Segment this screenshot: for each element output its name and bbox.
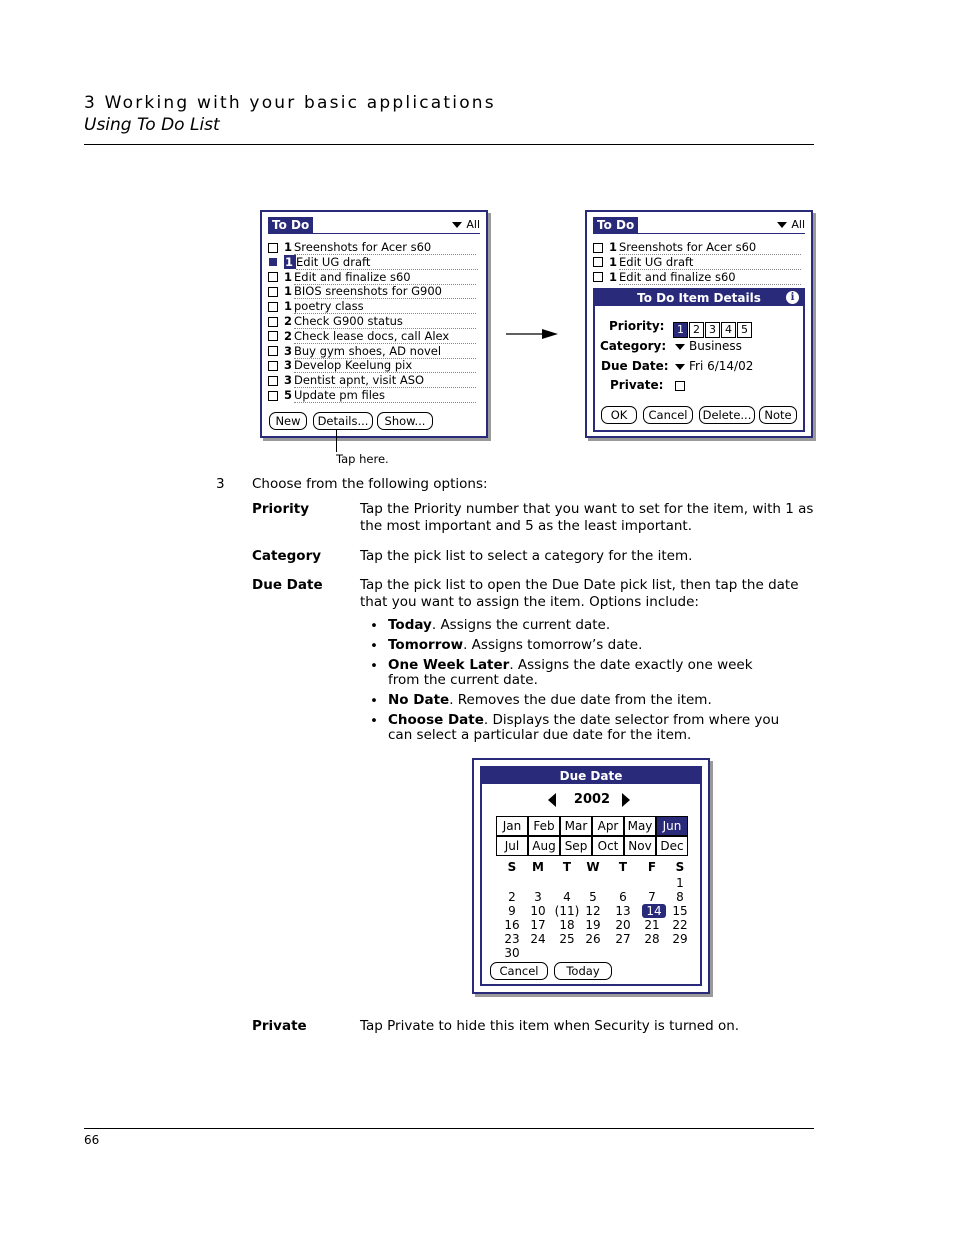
day-name: S	[507, 860, 517, 874]
day-name: T	[618, 860, 628, 874]
info-icon[interactable]: i	[786, 291, 799, 304]
calendar-day[interactable]: 15	[672, 904, 688, 918]
calendar-day[interactable]: 25	[559, 932, 575, 946]
month-sep[interactable]: Sep	[560, 836, 592, 856]
calendar-day[interactable]: 4	[563, 890, 571, 904]
cancel-button[interactable]: Cancel	[490, 962, 548, 980]
calendar-day[interactable]: 22	[672, 918, 688, 932]
callout-line	[336, 430, 337, 452]
calendar-day[interactable]: 17	[530, 918, 546, 932]
calendar-day[interactable]: 23	[504, 932, 520, 946]
calendar-day[interactable]: 2	[508, 890, 516, 904]
today-button[interactable]: Today	[554, 962, 612, 980]
arrow-right-icon	[506, 327, 558, 341]
calendar-day[interactable]: 8	[676, 890, 684, 904]
calendar-day[interactable]: 18	[559, 918, 575, 932]
todo-checkbox[interactable]	[593, 272, 603, 282]
option-term-priority: Priority	[252, 501, 309, 517]
day-name: W	[586, 860, 600, 874]
todo-description: Sreenshots for Acer s60	[294, 240, 476, 255]
list-item[interactable]	[268, 240, 476, 255]
bullet-one-week-later: One Week Later. Assigns the date exactly one week from the current date.	[388, 657, 753, 688]
chevron-down-icon	[452, 222, 462, 228]
calendar-day[interactable]: 16	[504, 918, 520, 932]
list-item[interactable]	[268, 344, 476, 359]
priority-number: 1	[609, 269, 618, 284]
todo-description: poetry class	[294, 299, 476, 314]
day-name: F	[647, 860, 657, 874]
todo-description: BIOS sreenshots for G900	[294, 284, 476, 299]
priority-number: 1	[609, 240, 618, 254]
option-term-due-date: Due Date	[252, 577, 323, 593]
calendar-day[interactable]: 19	[585, 918, 601, 932]
todo-checkbox[interactable]	[593, 257, 603, 267]
todo-checkbox[interactable]	[268, 331, 278, 341]
calendar-day[interactable]: 28	[644, 932, 660, 946]
list-item[interactable]	[268, 255, 478, 270]
page-number: 66	[84, 1133, 100, 1147]
calendar-day[interactable]: 21	[644, 918, 660, 932]
month-jan[interactable]: Jan	[496, 816, 528, 836]
priority-number: 2	[284, 314, 293, 328]
due-date-picker[interactable]: Fri 6/14/02	[675, 359, 753, 373]
todo-checkbox[interactable]	[268, 257, 278, 267]
todo-checkbox[interactable]	[268, 391, 278, 401]
priority-number: 3	[284, 343, 293, 358]
calendar-day[interactable]: 6	[619, 890, 627, 904]
todo-description: Edit UG draft	[619, 255, 801, 270]
item-details-dialog	[593, 288, 805, 432]
day-name: M	[532, 860, 544, 874]
delete-button[interactable]: Delete...	[699, 406, 755, 424]
calendar-day[interactable]: 27	[615, 932, 631, 946]
priority-option-1[interactable]: 1	[673, 322, 688, 338]
private-checkbox[interactable]	[675, 381, 685, 391]
calendar-day[interactable]: 5	[589, 890, 597, 904]
private-label: Private:	[610, 378, 664, 392]
todo-description: Check lease docs, call Alex	[294, 329, 476, 344]
header-rule	[84, 144, 814, 145]
calendar-day[interactable]: 13	[615, 904, 631, 918]
month-nov[interactable]: Nov	[624, 836, 656, 856]
priority-number: 1	[609, 254, 618, 269]
details-button[interactable]: Details...	[313, 412, 373, 430]
due-date-screen	[472, 758, 710, 994]
list-item[interactable]	[268, 373, 476, 388]
chevron-down-icon	[675, 344, 685, 350]
chevron-down-icon	[777, 222, 787, 228]
calendar-day[interactable]: 10	[530, 904, 546, 918]
todo-checkbox[interactable]	[593, 243, 603, 253]
footer-rule	[84, 1128, 814, 1129]
screen-title: To Do	[268, 217, 313, 233]
todo-checkbox[interactable]	[268, 376, 278, 386]
todo-description: Check G900 status	[294, 314, 476, 329]
todo-checkbox[interactable]	[268, 302, 278, 312]
todo-checkbox[interactable]	[268, 346, 278, 356]
calendar-day[interactable]: 1	[676, 876, 684, 890]
priority-number: 1	[284, 269, 293, 284]
priority-number: 1	[284, 284, 293, 299]
day-name: T	[562, 860, 572, 874]
title-underline	[593, 233, 805, 234]
calendar-day[interactable]: 30	[504, 946, 520, 960]
category-picker[interactable]: All	[777, 218, 805, 231]
list-item[interactable]	[593, 240, 801, 255]
option-desc-due-date: Tap the pick list to open the Due Date pick list, then tap the date that you want to assign the item. Options include:	[360, 577, 799, 610]
new-button[interactable]: New	[269, 412, 307, 430]
todo-checkbox[interactable]	[268, 361, 278, 371]
priority-number: 1	[284, 240, 293, 254]
list-item[interactable]	[268, 358, 476, 373]
calendar-day[interactable]: 24	[530, 932, 546, 946]
due-date-dialog	[480, 766, 702, 986]
todo-description: Update pm files	[294, 388, 476, 403]
list-item[interactable]	[268, 299, 476, 314]
todo-checkbox[interactable]	[268, 243, 278, 253]
todo-description: Edit and finalize s60	[619, 270, 801, 285]
priority-option-3[interactable]: 3	[705, 322, 720, 338]
chapter-heading: 3 Working with your basic applications	[84, 93, 496, 113]
bullet-no-date: No Date. Removes the due date from the item.	[388, 692, 712, 708]
calendar-day[interactable]: 3	[534, 890, 542, 904]
option-term-private: Private	[252, 1018, 307, 1034]
todo-checkbox[interactable]	[268, 287, 278, 297]
priority-number: 3	[284, 358, 293, 373]
due-date-label: Due Date:	[601, 359, 669, 373]
calendar-day[interactable]: 12	[585, 904, 601, 918]
todo-checkbox[interactable]	[268, 272, 278, 282]
bullet-marker: •	[370, 693, 378, 709]
dialog-title: To Do Item Details	[595, 290, 803, 306]
priority-number: 5	[284, 388, 293, 402]
todo-description: Edit and finalize s60	[294, 270, 476, 285]
month-oct[interactable]: Oct	[592, 836, 624, 856]
next-year-icon[interactable]	[622, 793, 630, 807]
month-jun[interactable]: Jun	[656, 816, 688, 836]
todo-description: Sreenshots for Acer s60	[619, 240, 801, 255]
month-mar[interactable]: Mar	[560, 816, 592, 836]
bullet-marker: •	[370, 638, 378, 654]
priority-number: 3	[284, 373, 293, 388]
list-item[interactable]	[268, 329, 476, 344]
todo-description: Buy gym shoes, AD novel	[294, 344, 476, 359]
month-aug[interactable]: Aug	[528, 836, 560, 856]
note-button[interactable]: Note	[759, 406, 797, 424]
screen-title: To Do	[593, 217, 638, 233]
list-item[interactable]	[268, 314, 476, 329]
list-item[interactable]	[268, 388, 476, 403]
todo-checkbox[interactable]	[268, 317, 278, 327]
category-picker[interactable]: All	[452, 218, 480, 231]
previous-year-icon[interactable]	[548, 793, 556, 807]
calendar-day[interactable]: 26	[585, 932, 601, 946]
calendar-day[interactable]: 14	[642, 904, 666, 918]
list-item[interactable]	[593, 255, 801, 270]
list-item[interactable]	[268, 270, 476, 285]
step-text: Choose from the following options:	[252, 476, 488, 492]
option-desc-private: Tap Private to hide this item when Security is turned on.	[360, 1018, 740, 1034]
priority-number: 2	[284, 328, 293, 343]
title-underline	[268, 233, 480, 234]
priority-label: Priority:	[609, 319, 665, 333]
bullet-today: Today. Assigns the current date.	[388, 617, 611, 633]
priority-number: 1	[284, 255, 296, 269]
option-term-category: Category	[252, 548, 322, 564]
priority-selector[interactable]	[673, 318, 753, 338]
step-number: 3	[216, 476, 225, 492]
cancel-button[interactable]: Cancel	[643, 406, 693, 424]
dialog-title: Due Date	[482, 768, 700, 784]
month-dec[interactable]: Dec	[656, 836, 688, 856]
todo-details-screen	[585, 210, 813, 438]
todo-description: Edit UG draft	[296, 255, 478, 270]
ok-button[interactable]: OK	[601, 406, 637, 424]
bullet-marker: •	[370, 658, 378, 674]
callout-label: Tap here.	[336, 452, 389, 466]
month-apr[interactable]: Apr	[592, 816, 624, 836]
priority-option-2[interactable]: 2	[689, 322, 704, 338]
todo-description: Develop Keelung pix	[294, 358, 476, 373]
section-heading: Using To Do List	[84, 115, 220, 135]
priority-number: 1	[284, 299, 293, 314]
category-picker[interactable]: Business	[675, 339, 742, 353]
list-item[interactable]	[593, 270, 801, 285]
priority-option-5[interactable]: 5	[737, 322, 752, 338]
category-label: Category:	[600, 339, 667, 353]
month-jul[interactable]: Jul	[496, 836, 528, 856]
priority-option-4[interactable]: 4	[721, 322, 736, 338]
calendar-day[interactable]: 7	[648, 890, 656, 904]
option-desc-priority: Tap the Priority number that you want to set for the item, with 1 as the most important and 5 as the least important.	[360, 501, 814, 534]
day-name: S	[675, 860, 685, 874]
year-label: 2002	[573, 792, 611, 807]
todo-list-screen	[260, 210, 488, 438]
calendar-day[interactable]: 29	[672, 932, 688, 946]
bullet-marker: •	[370, 618, 378, 634]
calendar-day[interactable]: 20	[615, 918, 631, 932]
chevron-down-icon	[675, 364, 685, 370]
show-button[interactable]: Show...	[377, 412, 433, 430]
todo-description: Dentist apnt, visit ASO	[294, 373, 476, 388]
bullet-tomorrow: Tomorrow. Assigns tomorrow’s date.	[388, 637, 643, 653]
month-may[interactable]: May	[624, 816, 656, 836]
calendar-day[interactable]: 9	[508, 904, 516, 918]
bullet-marker: •	[370, 713, 378, 729]
bullet-choose-date: Choose Date. Displays the date selector from where you can select a particular due date for the item.	[388, 712, 780, 743]
month-feb[interactable]: Feb	[528, 816, 560, 836]
list-item[interactable]	[268, 284, 476, 299]
option-desc-category: Tap the pick list to select a category for the item.	[360, 548, 693, 564]
calendar-day[interactable]: (11)	[554, 904, 580, 918]
